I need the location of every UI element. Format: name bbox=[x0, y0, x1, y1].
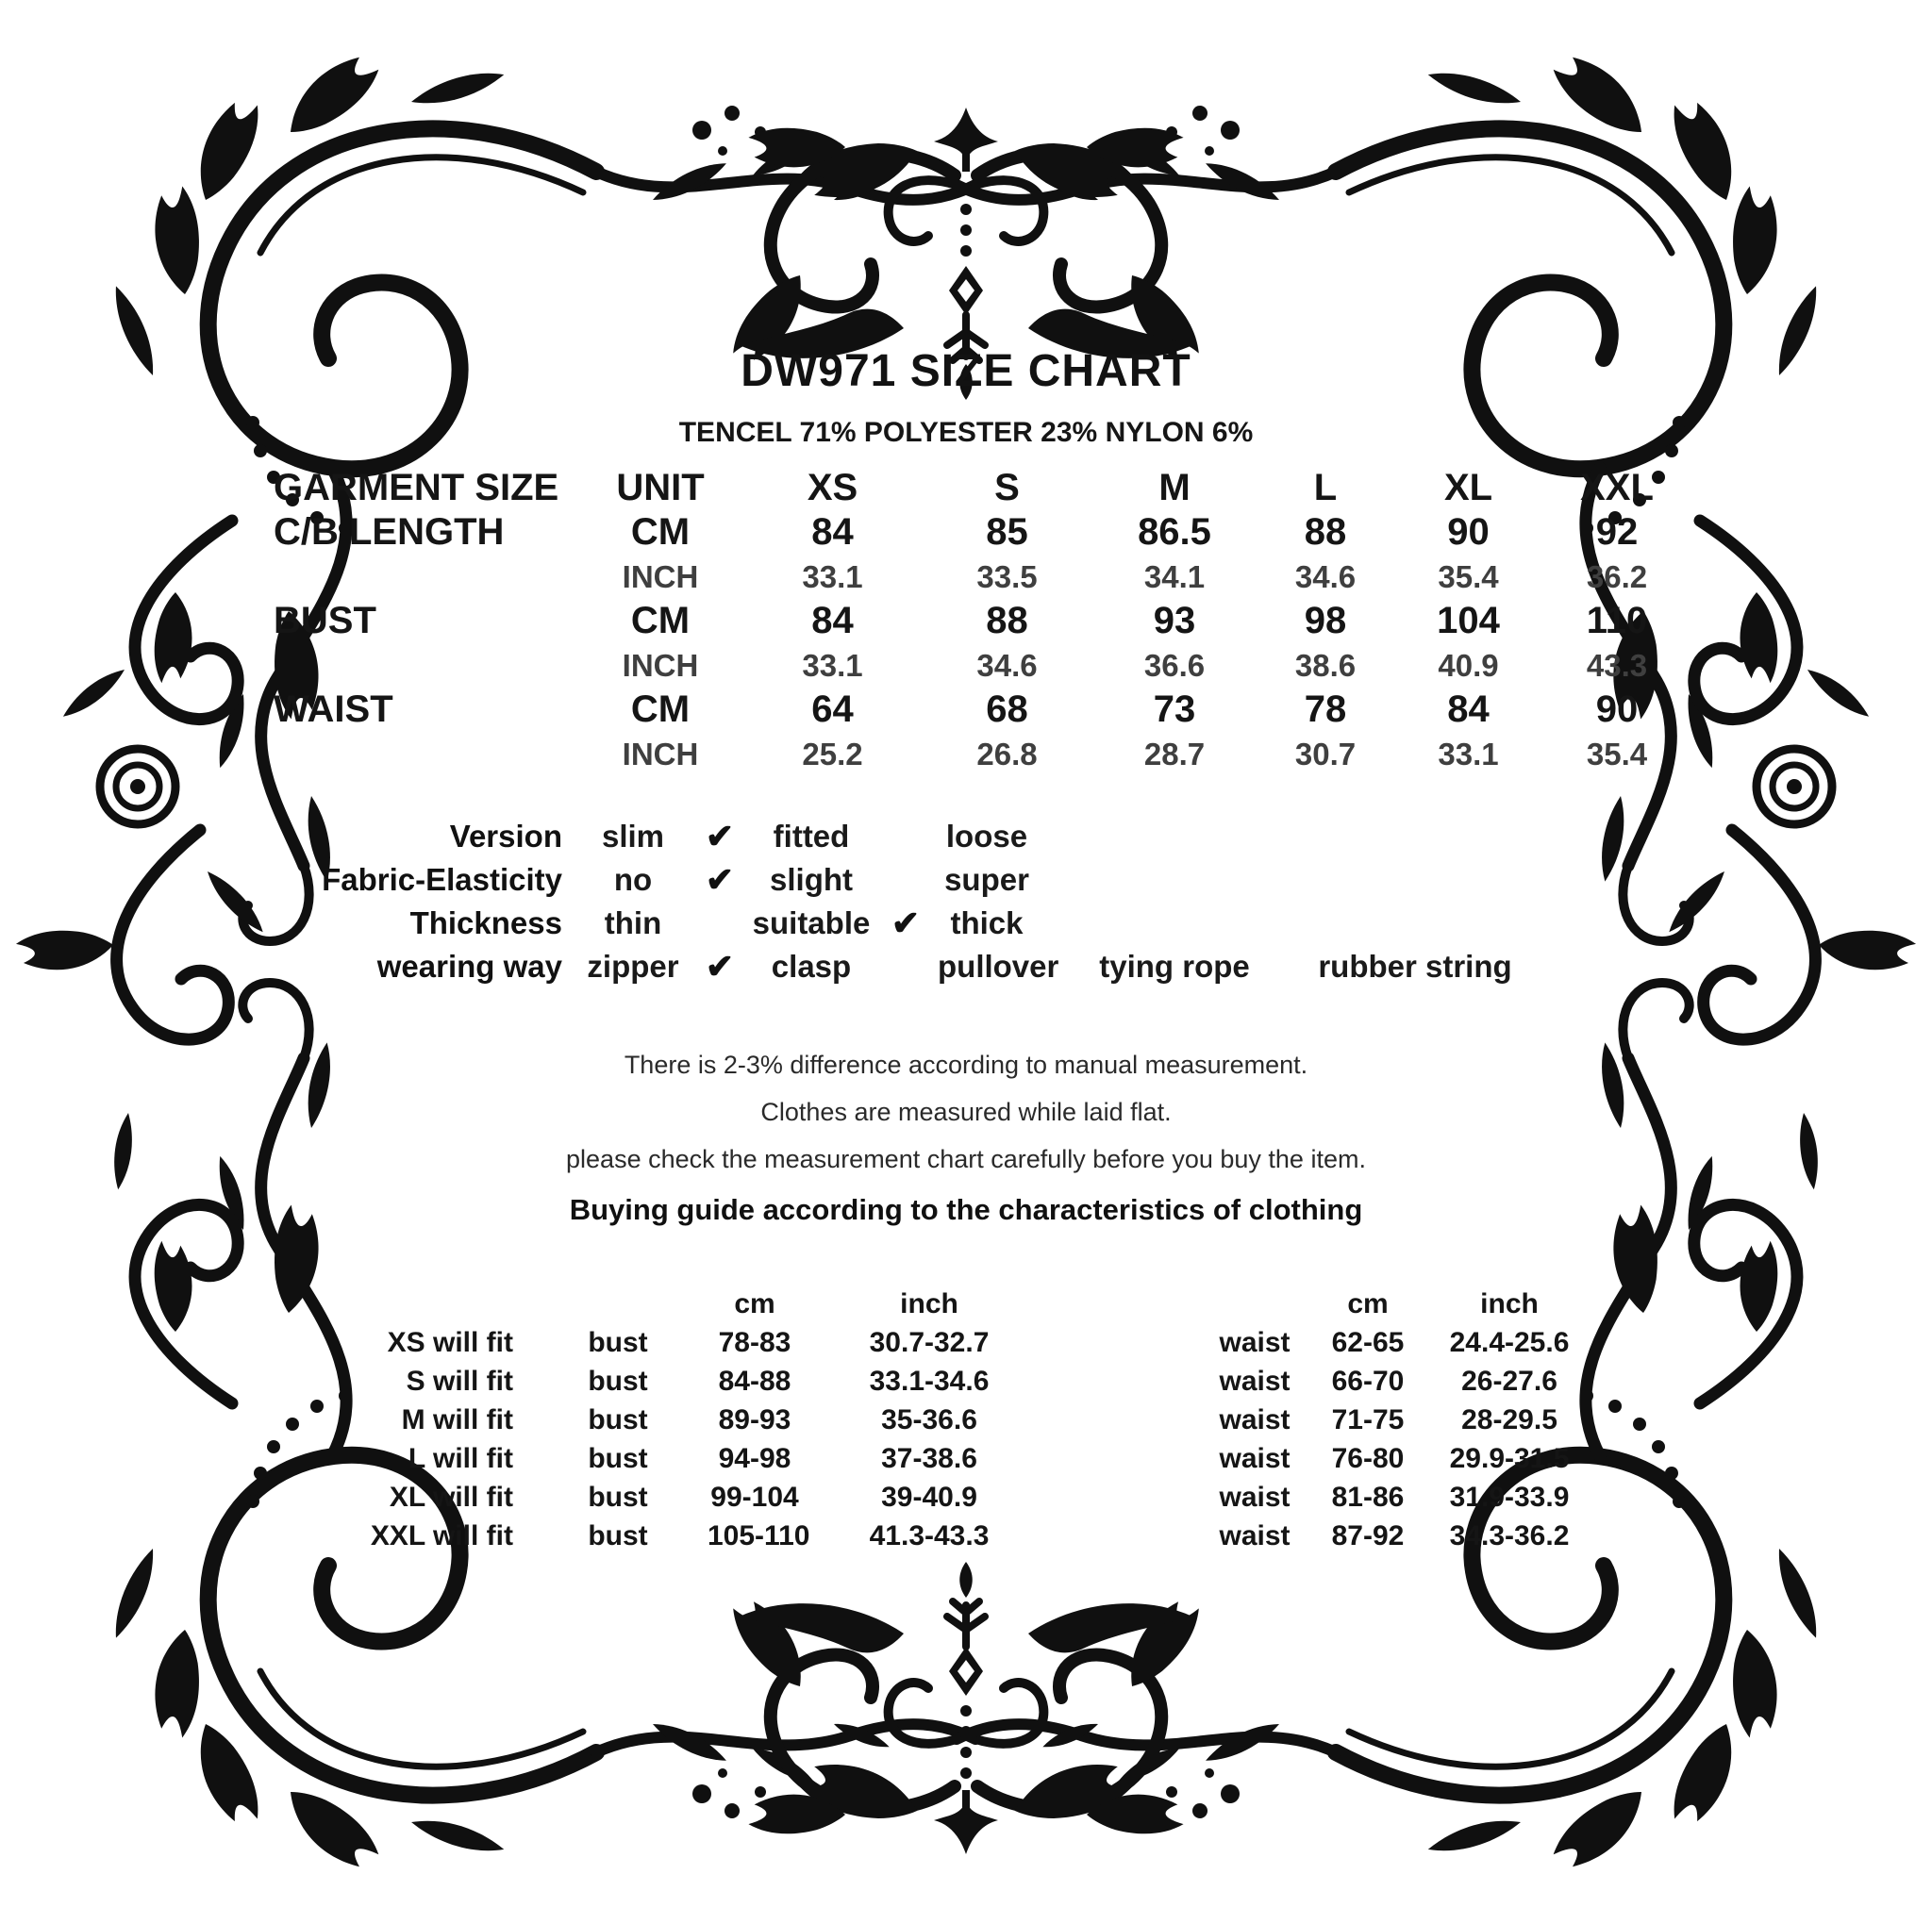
fit-bust-inch-value: 33.1-34.6 bbox=[869, 1366, 990, 1397]
size-row-label bbox=[274, 555, 575, 599]
attribute-option bbox=[874, 858, 938, 902]
size-value-cell: 88 bbox=[1304, 511, 1347, 553]
fit-row-spacer bbox=[1057, 1517, 1193, 1555]
size-corner-header: GARMENT SIZE bbox=[274, 467, 559, 508]
size-value-cell: 93 bbox=[1153, 600, 1196, 641]
fit-bust-label: bust bbox=[588, 1520, 648, 1551]
size-value-cell: 34.6 bbox=[1294, 559, 1357, 594]
fit-size-label: L will fit bbox=[408, 1443, 513, 1474]
attribute-label: Fabric-Elasticity bbox=[322, 862, 562, 897]
attribute-option: thin bbox=[604, 905, 662, 940]
fit-waist-inch-value: 24.4-25.6 bbox=[1449, 1327, 1570, 1358]
fit-waist-label: waist bbox=[1219, 1482, 1291, 1513]
attribute-option bbox=[874, 945, 938, 988]
attribute-option bbox=[1313, 858, 1517, 902]
size-table bbox=[274, 466, 1693, 776]
attribute-label: Thickness bbox=[409, 905, 562, 940]
size-unit-cell: CM bbox=[630, 600, 691, 641]
fit-row-spacer bbox=[1057, 1478, 1193, 1517]
fit-header-spacer bbox=[302, 1285, 528, 1323]
fit-bust-label: bust bbox=[588, 1443, 648, 1474]
attribute-option: zipper bbox=[587, 949, 679, 984]
checkmark-icon: ✔ bbox=[705, 947, 735, 986]
fit-waist-label: waist bbox=[1219, 1520, 1291, 1551]
fit-bust-label: bust bbox=[588, 1366, 648, 1397]
size-value-cell: 68 bbox=[986, 688, 1028, 730]
fit-waist-cm-value: 66-70 bbox=[1331, 1366, 1405, 1397]
fit-bust-label: bust bbox=[588, 1482, 648, 1513]
size-value-cell: 84 bbox=[811, 600, 854, 641]
page-title: DW971 SIZE CHART bbox=[741, 346, 1191, 396]
size-col-header: XS bbox=[807, 467, 858, 508]
fit-bust-cm-value: 89-93 bbox=[718, 1404, 791, 1435]
size-value-cell: 64 bbox=[811, 688, 854, 730]
buying-guide-heading: Buying guide according to the characteristics of clothing bbox=[569, 1193, 1363, 1226]
fit-header-spacer bbox=[1193, 1285, 1316, 1323]
size-value-cell: 78 bbox=[1304, 688, 1347, 730]
size-col-header: L bbox=[1313, 467, 1338, 508]
size-col-header: M bbox=[1158, 467, 1191, 508]
size-value-cell: 110 bbox=[1586, 600, 1648, 641]
fit-waist-cm-value: 81-86 bbox=[1331, 1482, 1405, 1513]
fit-waist-label: waist bbox=[1219, 1327, 1291, 1358]
fit-waist-label: waist bbox=[1219, 1443, 1291, 1474]
size-value-cell: 33.1 bbox=[1438, 737, 1499, 771]
size-value-cell: 43.3 bbox=[1586, 648, 1648, 683]
fit-size-label: XXL will fit bbox=[370, 1520, 513, 1551]
attribute-option bbox=[1036, 902, 1313, 945]
fit-row-spacer bbox=[1057, 1323, 1193, 1362]
attribute-option bbox=[691, 902, 749, 945]
fit-bust-cm-value: 94-98 bbox=[718, 1443, 791, 1474]
size-value-cell: 25.2 bbox=[802, 737, 863, 771]
attribute-option: thick bbox=[950, 905, 1024, 940]
fit-bust-cm-value: 84-88 bbox=[718, 1366, 791, 1397]
size-col-header: S bbox=[994, 467, 1020, 508]
fit-col-header: inch bbox=[1480, 1288, 1539, 1319]
fit-row-spacer bbox=[1057, 1439, 1193, 1478]
size-value-cell: 40.9 bbox=[1438, 648, 1499, 683]
attribute-option: rubber string bbox=[1318, 949, 1512, 984]
size-value-cell: 85 bbox=[986, 511, 1028, 553]
size-value-cell: 84 bbox=[811, 511, 854, 553]
fit-header-spacer bbox=[528, 1285, 708, 1323]
attribute-option: super bbox=[944, 862, 1029, 897]
size-value-cell: 34.1 bbox=[1143, 559, 1206, 594]
size-value-cell: 90 bbox=[1447, 511, 1490, 553]
fit-col-header: cm bbox=[734, 1288, 775, 1319]
note-line: Clothes are measured while laid flat. bbox=[760, 1098, 1172, 1126]
size-value-cell: 26.8 bbox=[976, 737, 1038, 771]
size-value-cell: 35.4 bbox=[1438, 559, 1499, 594]
fit-guide-table bbox=[302, 1285, 1599, 1555]
attribute-option: suitable bbox=[752, 905, 871, 940]
fit-bust-inch-value: 37-38.6 bbox=[881, 1443, 977, 1474]
fit-waist-inch-value: 29.9-31.5 bbox=[1449, 1443, 1570, 1474]
size-row-label: C/B LENGTH bbox=[274, 511, 505, 553]
fit-bust-label: bust bbox=[588, 1404, 648, 1435]
fit-row-spacer bbox=[1057, 1401, 1193, 1439]
size-value-cell: 92 bbox=[1595, 511, 1639, 553]
size-value-cell: 35.4 bbox=[1586, 737, 1648, 771]
attribute-option: fitted bbox=[773, 819, 850, 854]
attribute-option bbox=[1313, 902, 1517, 945]
fit-bust-inch-value: 35-36.6 bbox=[881, 1404, 977, 1435]
fit-waist-inch-value: 28-29.5 bbox=[1461, 1404, 1557, 1435]
fit-col-header: inch bbox=[900, 1288, 958, 1319]
fit-size-label: M will fit bbox=[401, 1404, 513, 1435]
attribute-option bbox=[1313, 815, 1517, 858]
size-unit-cell: INCH bbox=[622, 737, 699, 771]
fit-waist-cm-value: 62-65 bbox=[1331, 1327, 1405, 1358]
size-value-cell: 34.6 bbox=[976, 648, 1038, 683]
fit-bust-cm-value: 105-110 bbox=[708, 1520, 810, 1551]
size-value-cell: 98 bbox=[1304, 600, 1347, 641]
size-row-label bbox=[274, 643, 575, 688]
attribute-option bbox=[1036, 815, 1313, 858]
size-value-cell: 73 bbox=[1153, 688, 1196, 730]
size-unit-cell: INCH bbox=[622, 559, 699, 594]
attribute-option: slight bbox=[770, 862, 853, 897]
size-col-header: XL bbox=[1443, 467, 1493, 508]
fit-bust-cm-value: 78-83 bbox=[718, 1327, 791, 1358]
size-value-cell: 30.7 bbox=[1294, 737, 1357, 771]
note-line: There is 2-3% difference according to manual measurement. bbox=[624, 1051, 1308, 1079]
attribute-option: no bbox=[613, 862, 653, 897]
attribute-label: wearing way bbox=[376, 949, 562, 984]
fit-waist-inch-value: 34.3-36.2 bbox=[1449, 1520, 1570, 1551]
size-value-cell: 33.1 bbox=[802, 559, 863, 594]
fit-bust-inch-value: 30.7-32.7 bbox=[869, 1327, 990, 1358]
size-value-cell: 38.6 bbox=[1294, 648, 1357, 683]
size-value-cell: 28.7 bbox=[1143, 737, 1206, 771]
size-row-label bbox=[274, 732, 575, 776]
fit-waist-cm-value: 76-80 bbox=[1331, 1443, 1405, 1474]
attribute-option: pullover bbox=[938, 949, 1059, 984]
size-value-cell: 36.6 bbox=[1143, 648, 1206, 683]
attribute-label: Version bbox=[449, 819, 562, 854]
note-line: please check the measurement chart carefully before you buy the item. bbox=[566, 1145, 1366, 1173]
fit-bust-inch-value: 41.3-43.3 bbox=[869, 1520, 990, 1551]
size-unit-cell: CM bbox=[630, 511, 691, 553]
size-col-header: XXL bbox=[1580, 467, 1654, 508]
size-unit-header: UNIT bbox=[616, 467, 705, 508]
checkmark-icon: ✔ bbox=[891, 904, 921, 942]
checkmark-icon: ✔ bbox=[705, 860, 735, 899]
size-value-cell: 86.5 bbox=[1138, 511, 1211, 553]
size-unit-cell: CM bbox=[630, 688, 691, 730]
attribute-option bbox=[874, 815, 938, 858]
size-value-cell: 104 bbox=[1437, 600, 1500, 641]
size-value-cell: 90 bbox=[1595, 688, 1639, 730]
fit-waist-cm-value: 87-92 bbox=[1331, 1520, 1405, 1551]
attribute-option bbox=[1036, 858, 1313, 902]
fit-waist-inch-value: 26-27.6 bbox=[1461, 1366, 1557, 1397]
size-unit-cell: INCH bbox=[622, 648, 699, 683]
fit-waist-label: waist bbox=[1219, 1404, 1291, 1435]
fit-bust-inch-value: 39-40.9 bbox=[881, 1482, 977, 1513]
fit-bust-cm-value: 99-104 bbox=[710, 1482, 799, 1513]
size-row-label: WAIST bbox=[274, 688, 393, 730]
size-value-cell: 36.2 bbox=[1586, 559, 1648, 594]
checkmark-icon: ✔ bbox=[705, 817, 735, 855]
attribute-option: slim bbox=[601, 819, 665, 854]
fit-header-spacer bbox=[1057, 1285, 1193, 1323]
fabric-composition: TENCEL 71% POLYESTER 23% NYLON 6% bbox=[678, 417, 1254, 448]
fit-waist-inch-value: 31.9-33.9 bbox=[1449, 1482, 1570, 1513]
fit-size-label: S will fit bbox=[406, 1366, 513, 1397]
size-value-cell: 33.5 bbox=[976, 559, 1038, 594]
attribute-option: clasp bbox=[771, 949, 852, 984]
fit-waist-label: waist bbox=[1219, 1366, 1291, 1397]
size-value-cell: 84 bbox=[1447, 688, 1490, 730]
fit-bust-label: bust bbox=[588, 1327, 648, 1358]
attribute-option: tying rope bbox=[1099, 949, 1250, 984]
attribute-rows bbox=[274, 815, 1571, 988]
fit-size-label: XS will fit bbox=[387, 1327, 513, 1358]
measurement-notes bbox=[0, 1041, 1932, 1237]
fit-col-header: cm bbox=[1347, 1288, 1389, 1319]
size-value-cell: 33.1 bbox=[802, 648, 863, 683]
fit-size-label: XL will fit bbox=[389, 1482, 513, 1513]
size-value-cell: 88 bbox=[986, 600, 1028, 641]
attribute-option: loose bbox=[945, 819, 1028, 854]
fit-row-spacer bbox=[1057, 1362, 1193, 1401]
fit-waist-cm-value: 71-75 bbox=[1331, 1404, 1405, 1435]
size-row-label: BUST bbox=[274, 600, 376, 641]
